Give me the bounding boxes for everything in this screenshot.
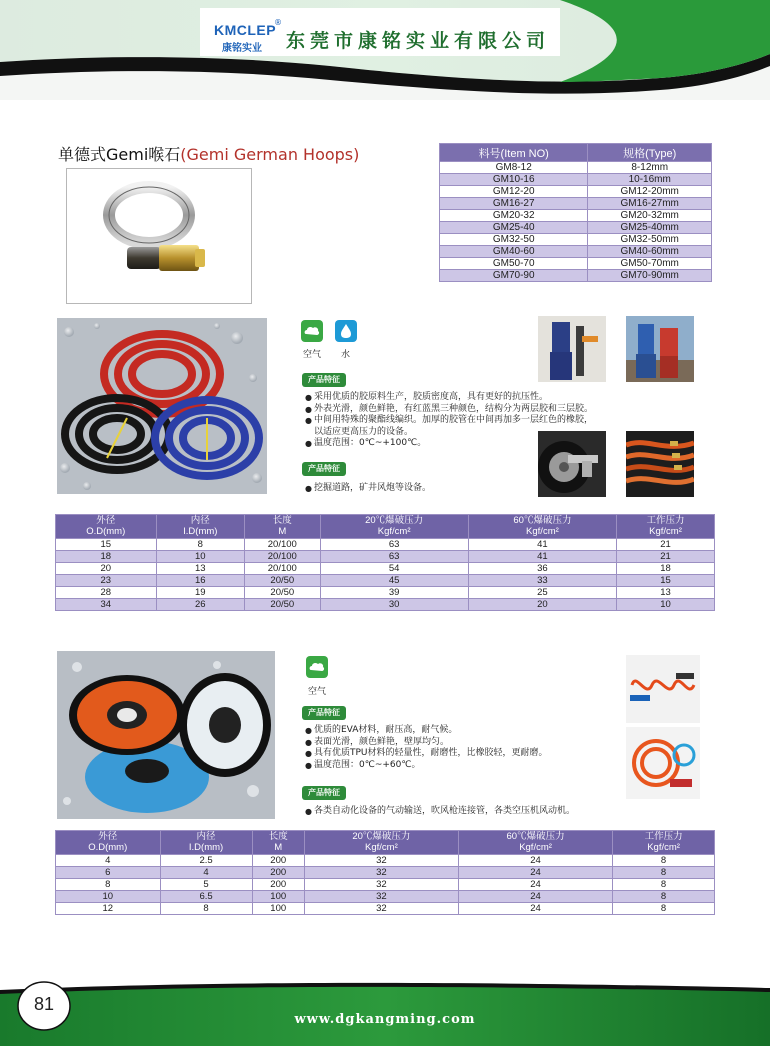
table-row <box>440 246 712 258</box>
table-cell: 8 <box>613 903 715 915</box>
type-cell: GM40-60mm <box>588 246 712 258</box>
table-cell: 8 <box>613 855 715 867</box>
column-header <box>458 831 612 855</box>
table-cell: 10 <box>156 551 245 563</box>
column-header-unit: Kgf/cm² <box>647 841 680 853</box>
table-cell: 20/100 <box>245 551 320 563</box>
air-icon <box>306 656 328 678</box>
column-header <box>468 515 616 539</box>
table-cell: 32 <box>304 891 458 903</box>
column-header-unit: Kgf/cm² <box>526 525 559 537</box>
hose-clamp-image <box>66 168 252 304</box>
coil-hose-photo-2 <box>626 727 700 799</box>
type-cell: 8-12mm <box>588 162 712 174</box>
type-cell: GM50-70mm <box>588 258 712 270</box>
coil-hose-photo-1 <box>626 655 700 723</box>
column-header-unit: Kgf/cm² <box>649 525 682 537</box>
table-cell: 10 <box>56 891 161 903</box>
table-cell: 21 <box>617 539 715 551</box>
column-header-label: 工作压力 <box>646 515 685 526</box>
table-cell: 4 <box>56 855 161 867</box>
table-cell: 4 <box>160 867 252 879</box>
column-header <box>304 831 458 855</box>
feature-tag: 产品特征 <box>302 706 346 720</box>
column-header-item-no: 料号(Item NO) <box>440 144 588 162</box>
usage-item: ● 挖掘道路，矿井风炮等设备。 <box>305 483 605 495</box>
table-cell: 32 <box>304 867 458 879</box>
column-header-unit: I.D(mm) <box>183 525 218 537</box>
column-header-label: 长度 <box>272 515 292 526</box>
item-no-cell: GM12-20 <box>440 186 588 198</box>
table-cell: 20/50 <box>245 599 320 611</box>
column-header-unit: I.D(mm) <box>188 841 224 853</box>
feature-item: ● 优质的EVA材料，耐压高，耐气候。 <box>305 725 625 737</box>
table-cell: 13 <box>156 563 245 575</box>
table-cell: 8 <box>613 879 715 891</box>
table-row <box>56 551 715 563</box>
table-cell: 63 <box>320 551 468 563</box>
table-cell: 12 <box>56 903 161 915</box>
company-name: 东莞市康铭实业有限公司 <box>286 30 551 52</box>
column-header-type: 规格(Type) <box>588 144 712 162</box>
table-cell: 32 <box>304 879 458 891</box>
table-cell: 15 <box>56 539 157 551</box>
title-en: (Gemi German Hoops) <box>180 145 360 164</box>
feature-item: ● 具有优质TPU材料的轻量性，耐磨性，比橡胶轻，更耐磨。 <box>305 748 625 760</box>
page-number: 81 <box>33 994 55 1014</box>
table-cell: 63 <box>320 539 468 551</box>
item-no-cell: GM70-90 <box>440 270 588 282</box>
table-cell: 30 <box>320 599 468 611</box>
item-no-cell: GM8-12 <box>440 162 588 174</box>
usage-tag: 产品特征 <box>302 462 346 476</box>
worker-photo-1 <box>538 316 606 382</box>
usage-item: ● 各类自动化设备的气动输送，吹风枪连接管，各类空压机风动机。 <box>305 806 665 818</box>
table-cell: 15 <box>617 575 715 587</box>
table-cell: 18 <box>617 563 715 575</box>
type-cell: 10-16mm <box>588 174 712 186</box>
column-header-label: 外径 <box>98 831 118 842</box>
feature-item: ● 中间用特殊的聚酯线编织。加厚的胶管在中间再加多一层红色的橡胶， <box>305 415 665 427</box>
column-header-label: 内径 <box>196 831 216 842</box>
column-header-label: 外径 <box>96 515 116 526</box>
air-label: 空气 <box>303 350 322 360</box>
logo-text: KMCLEP <box>214 22 277 38</box>
usage-tag: 产品特征 <box>302 786 346 800</box>
table-cell: 26 <box>156 599 245 611</box>
table-cell: 20/50 <box>245 575 320 587</box>
table-cell: 24 <box>458 903 612 915</box>
feature-list <box>305 392 665 450</box>
column-header-unit: M <box>274 841 283 853</box>
table-cell: 24 <box>458 867 612 879</box>
item-no-cell: GM40-60 <box>440 246 588 258</box>
feature-item: ● 表面光滑，颜色鲜艳，壁厚均匀。 <box>305 737 625 749</box>
column-header <box>160 831 252 855</box>
table-row <box>440 198 712 210</box>
table-row <box>440 174 712 186</box>
table-cell: 32 <box>304 855 458 867</box>
column-header-label: 20℃爆破压力 <box>365 515 424 526</box>
column-header-unit: O.D(mm) <box>88 841 128 853</box>
table-cell: 8 <box>613 891 715 903</box>
table-row <box>440 270 712 282</box>
table-cell: 8 <box>56 879 161 891</box>
table-cell: 24 <box>458 879 612 891</box>
type-cell: GM12-20mm <box>588 186 712 198</box>
column-header <box>252 831 304 855</box>
tire-tool-photo <box>538 431 606 497</box>
section-title <box>58 142 359 165</box>
table-cell: 21 <box>617 551 715 563</box>
table-cell: 100 <box>252 891 304 903</box>
usage-list <box>305 806 665 818</box>
item-no-cell: GM20-32 <box>440 210 588 222</box>
table-row <box>440 258 712 270</box>
column-header <box>617 515 715 539</box>
column-header-label: 60℃爆破压力 <box>506 831 565 842</box>
type-cell: GM20-32mm <box>588 210 712 222</box>
table-cell: 13 <box>617 587 715 599</box>
feature-item: ● 采用优质的胶原料生产，胶质密度高，具有更好的抗压性。 <box>305 392 665 404</box>
table-cell: 8 <box>160 903 252 915</box>
table-cell: 41 <box>468 551 616 563</box>
table-cell: 20/100 <box>245 563 320 575</box>
column-header-label: 工作压力 <box>644 831 683 842</box>
item-no-cell: GM10-16 <box>440 174 588 186</box>
table-row <box>56 903 715 915</box>
item-no-cell: GM32-50 <box>440 234 588 246</box>
registered-mark: ® <box>274 18 282 27</box>
table-cell: 8 <box>156 539 245 551</box>
table-cell: 20/50 <box>245 587 320 599</box>
table-row <box>440 210 712 222</box>
table-cell: 200 <box>252 879 304 891</box>
table-row <box>56 891 715 903</box>
feature-list <box>305 725 625 771</box>
type-cell: GM70-90mm <box>588 270 712 282</box>
column-header-label: 20℃爆破压力 <box>352 831 411 842</box>
table-cell: 23 <box>56 575 157 587</box>
column-header-unit: Kgf/cm² <box>377 525 411 537</box>
column-header-unit: O.D(mm) <box>86 525 126 537</box>
item-no-cell: GM25-40 <box>440 222 588 234</box>
worker-photo-2 <box>626 316 694 382</box>
hose-bundle-photo <box>626 431 694 497</box>
table-cell: 36 <box>468 563 616 575</box>
table-row <box>56 539 715 551</box>
table-row <box>56 563 715 575</box>
column-header <box>320 515 468 539</box>
table-cell: 6 <box>56 867 161 879</box>
table-cell: 25 <box>468 587 616 599</box>
table-cell: 2.5 <box>160 855 252 867</box>
table-cell: 200 <box>252 867 304 879</box>
table-cell: 19 <box>156 587 245 599</box>
table-row <box>440 186 712 198</box>
item-no-cell: GM16-27 <box>440 198 588 210</box>
table-cell: 200 <box>252 855 304 867</box>
water-label: 水 <box>341 350 351 360</box>
column-header-label: 长度 <box>268 831 288 842</box>
table-cell: 16 <box>156 575 245 587</box>
table-cell: 32 <box>304 903 458 915</box>
column-header-label: 60℃爆破压力 <box>513 515 572 526</box>
column-header-unit: M <box>278 525 287 537</box>
table-row <box>440 234 712 246</box>
table-cell: 10 <box>617 599 715 611</box>
table-row <box>56 855 715 867</box>
table-cell: 41 <box>468 539 616 551</box>
table-cell: 8 <box>613 867 715 879</box>
table-cell: 24 <box>458 855 612 867</box>
water-icon <box>335 320 357 342</box>
pu-tube-reels-image <box>57 651 275 819</box>
feature-item: ● 外表光滑，颜色鲜艳，有红蓝黑三种颜色，结构分为两层胶和三层胶。 <box>305 404 665 416</box>
table-row <box>56 867 715 879</box>
table-cell: 20 <box>468 599 616 611</box>
air-icon <box>301 320 323 342</box>
feature-tag: 产品特征 <box>302 373 346 387</box>
column-header-unit: Kgf/cm² <box>365 841 398 853</box>
column-header <box>56 831 161 855</box>
table-row <box>56 587 715 599</box>
column-header <box>245 515 320 539</box>
table-cell: 5 <box>160 879 252 891</box>
table-row <box>440 222 712 234</box>
website-url: www.dgkangming.com <box>294 1012 476 1027</box>
feature-item: ● 温度范围：0℃~+100℃。 <box>305 438 665 450</box>
table-cell: 6.5 <box>160 891 252 903</box>
column-header-label: 内径 <box>190 515 210 526</box>
table-cell: 18 <box>56 551 157 563</box>
table-cell: 20 <box>56 563 157 575</box>
feature-item-continuation: 以适应更高压力的设备。 <box>314 426 414 437</box>
air-label: 空气 <box>308 687 327 697</box>
type-cell: GM32-50mm <box>588 234 712 246</box>
column-header <box>156 515 245 539</box>
table-cell: 45 <box>320 575 468 587</box>
table-row <box>56 879 715 891</box>
table-cell: 34 <box>56 599 157 611</box>
table-cell: 54 <box>320 563 468 575</box>
feature-item: ● 温度范围：0℃~+60℃。 <box>305 760 625 772</box>
item-no-cell: GM50-70 <box>440 258 588 270</box>
table-cell: 28 <box>56 587 157 599</box>
logo-subtext: 康铭实业 <box>222 43 262 54</box>
table-cell: 100 <box>252 903 304 915</box>
table-cell: 39 <box>320 587 468 599</box>
column-header <box>613 831 715 855</box>
table-row <box>440 162 712 174</box>
table-cell: 20/100 <box>245 539 320 551</box>
pu-tube-spec-table <box>55 830 715 915</box>
page-footer <box>0 960 770 1046</box>
table-row <box>56 575 715 587</box>
column-header <box>56 515 157 539</box>
gemi-spec-table <box>439 143 712 282</box>
type-cell: GM25-40mm <box>588 222 712 234</box>
table-row <box>56 599 715 611</box>
table-cell: 33 <box>468 575 616 587</box>
title-cn: 单德式Gemi喉石 <box>58 145 181 164</box>
rubber-hose-spec-table <box>55 514 715 611</box>
type-cell: GM16-27mm <box>588 198 712 210</box>
rubber-hose-coils-image <box>57 318 267 494</box>
table-cell: 24 <box>458 891 612 903</box>
column-header-unit: Kgf/cm² <box>519 841 552 853</box>
page-header <box>0 0 770 100</box>
company-logo <box>214 18 282 58</box>
